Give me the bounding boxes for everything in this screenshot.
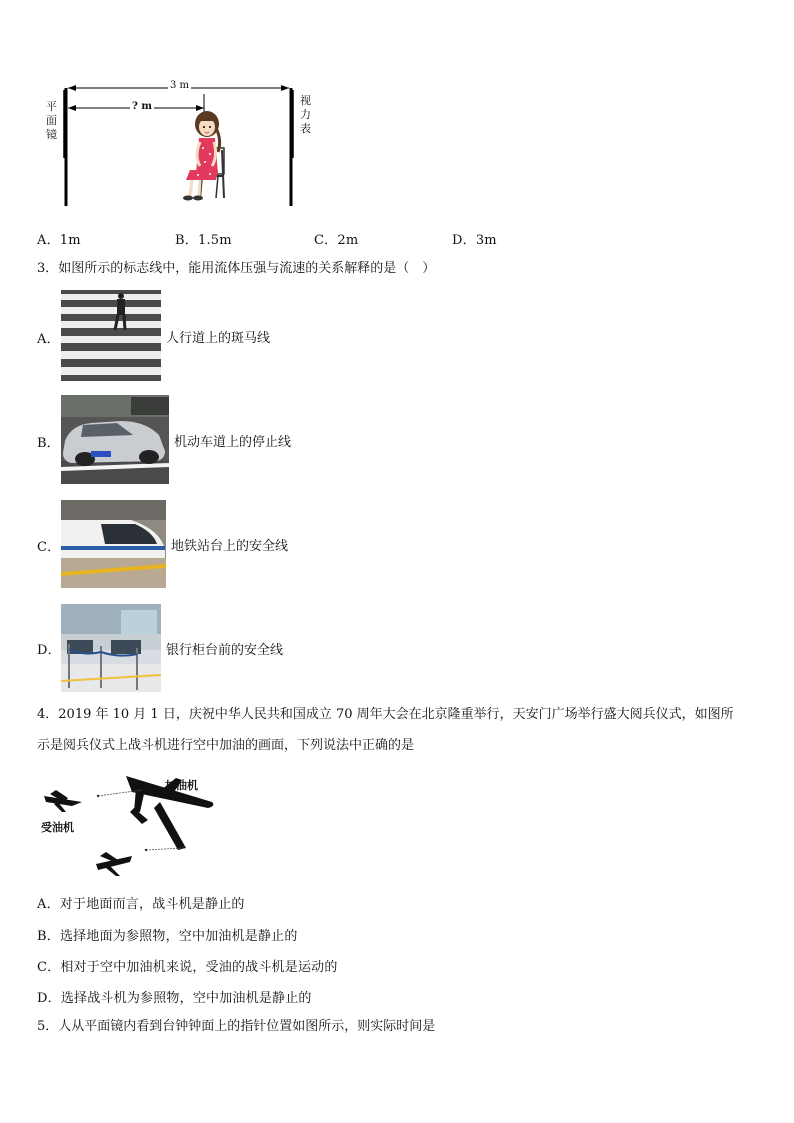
bank-counter-photo bbox=[61, 604, 161, 692]
q4-stem-line1: 4．2019 年 10 月 1 日，庆祝中华人民共和国成立 70 周年大会在北京隆重举行，天安门广场举行盛大阅兵仪式，如图所 bbox=[37, 707, 734, 722]
mirror-label-char: 面 bbox=[46, 114, 57, 127]
total-distance-label: 3 m bbox=[170, 80, 190, 91]
chart-label bbox=[300, 94, 314, 136]
option-letter: D． bbox=[452, 233, 476, 248]
subway-train-photo bbox=[61, 500, 166, 588]
chart-label-char: 表 bbox=[300, 122, 311, 135]
q4-option-d[interactable] bbox=[37, 987, 312, 1006]
option-letter: B． bbox=[175, 233, 198, 248]
eye-test-diagram bbox=[40, 78, 320, 213]
girl-on-chair-figure bbox=[183, 111, 224, 201]
q2-option-b[interactable] bbox=[175, 229, 232, 248]
option-letter: C． bbox=[37, 960, 61, 975]
q3-option-b-letter[interactable]: B． bbox=[37, 436, 60, 451]
option-text: 选择地面为参照物，空中加油机是静止的 bbox=[59, 929, 298, 944]
q3-option-a-letter[interactable]: A． bbox=[37, 332, 60, 347]
zebra-crossing-photo bbox=[61, 290, 161, 381]
option-letter: C． bbox=[314, 233, 338, 248]
option-text: 1.5m bbox=[197, 233, 232, 248]
option-letter: A． bbox=[37, 897, 60, 912]
option-letter: A． bbox=[37, 233, 60, 248]
car-stop-line-photo bbox=[61, 395, 169, 484]
q2-option-c[interactable] bbox=[314, 229, 358, 248]
q3-option-d-caption: 银行柜台前的安全线 bbox=[166, 643, 284, 658]
q3-option-c-letter[interactable]: C． bbox=[37, 540, 61, 555]
q4-option-c[interactable] bbox=[37, 956, 338, 975]
q2-option-a[interactable] bbox=[37, 229, 81, 248]
unknown-distance-label: ? m bbox=[132, 101, 152, 112]
option-text: 1m bbox=[59, 233, 81, 248]
option-text: 3m bbox=[475, 233, 497, 248]
q4-option-a[interactable] bbox=[37, 893, 245, 912]
option-letter: D． bbox=[37, 991, 61, 1006]
option-text: 相对于空中加油机来说，受油的战斗机是运动的 bbox=[60, 960, 338, 975]
q2-option-d[interactable] bbox=[452, 229, 497, 248]
q3-option-d-letter[interactable]: D． bbox=[37, 643, 61, 658]
tanker-label: 加油机 bbox=[165, 779, 198, 792]
q3-option-a-caption: 人行道上的斑马线 bbox=[166, 331, 271, 346]
receiver-label: 受油机 bbox=[41, 821, 74, 834]
mirror-label-char: 平 bbox=[46, 100, 57, 113]
aerial-refueling-diagram bbox=[36, 768, 226, 883]
q4-option-b[interactable] bbox=[37, 925, 298, 944]
option-letter: B． bbox=[37, 929, 60, 944]
option-text: 选择战斗机为参照物，空中加油机是静止的 bbox=[60, 991, 312, 1006]
q3-option-c-caption: 地铁站台上的安全线 bbox=[171, 539, 289, 554]
option-text: 对于地面而言，战斗机是静止的 bbox=[59, 897, 245, 912]
mirror-label bbox=[46, 100, 60, 142]
q4-stem-line2: 示是阅兵仪式上战斗机进行空中加油的画面，下列说法中正确的是 bbox=[37, 738, 415, 753]
q3-stem: 3．如图所示的标志线中，能用流体压强与流速的关系解释的是（ ） bbox=[37, 261, 436, 276]
chart-label-char: 力 bbox=[300, 108, 311, 121]
receiver-plane-bottom bbox=[96, 852, 132, 876]
mirror-label-char: 镜 bbox=[46, 128, 57, 141]
option-text: 2m bbox=[337, 233, 359, 248]
receiver-plane-top bbox=[44, 790, 82, 812]
chart-label-char: 视 bbox=[300, 94, 311, 107]
q5-stem: 5．人从平面镜内看到台钟钟面上的指针位置如图所示，则实际时间是 bbox=[37, 1019, 436, 1034]
eye-test-diagram-svg bbox=[40, 78, 320, 213]
q3-option-b-caption: 机动车道上的停止线 bbox=[174, 435, 292, 450]
